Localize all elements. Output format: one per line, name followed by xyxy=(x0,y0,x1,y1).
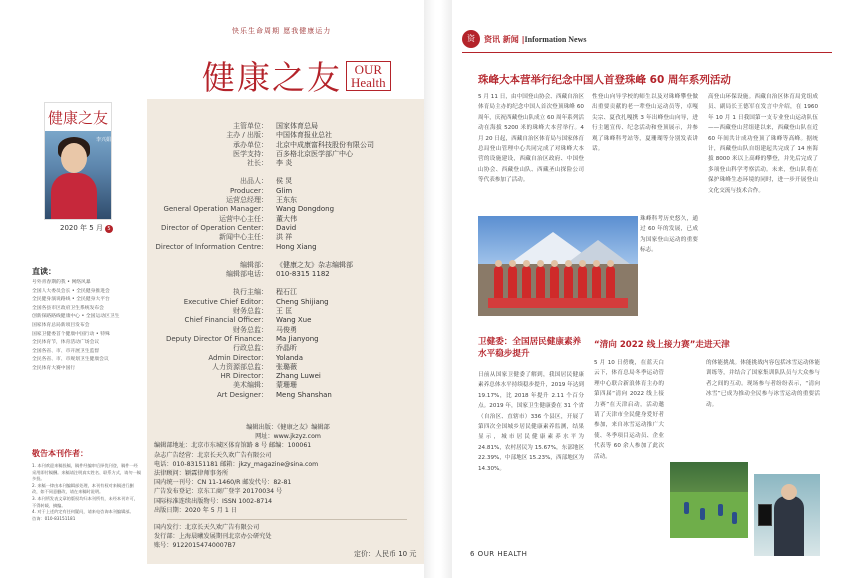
staff-row xyxy=(152,233,422,242)
section-header xyxy=(462,30,587,48)
notice-item: 1. 本刊欢迎来稿投稿，稿件经编审后择优刊登，稿件一经采用即付稿酬。来稿请注明真实姓名、联系方式，请勿一稿多投。 xyxy=(32,463,141,482)
spacer xyxy=(152,252,422,261)
staff-value: 乔晶昕 xyxy=(276,344,297,353)
photo-person xyxy=(578,266,587,300)
staff-label: Executive Chief Editor： xyxy=(183,297,268,306)
staff-value: 王 匡 xyxy=(276,307,293,316)
toc-item[interactable]: 国家体育总局新项目发布会 xyxy=(32,322,90,328)
staff-row xyxy=(152,307,422,316)
toc-item[interactable]: 全民体育大赛中国行 xyxy=(32,365,76,371)
staff-row xyxy=(152,363,422,372)
toc-item[interactable]: 全民健身演说路线 • 全民健身大平台 xyxy=(32,297,110,303)
staff-label: General Operation Manager： xyxy=(163,205,268,214)
staff-row xyxy=(152,243,422,252)
news-icon: 资 xyxy=(462,30,480,48)
staff-value: Zhang Luwei xyxy=(276,372,321,381)
staff-value: David xyxy=(276,223,297,232)
notice-item: 3. 本刊所发表文章的版权均归本刊所有，未经本刊许可，不得转载、摘编。 xyxy=(32,495,138,508)
toc-item[interactable]: 全国人大委员会长 • 全民健身推进会 xyxy=(32,288,110,294)
pub-line: 账号：91220154740007B7 xyxy=(154,542,236,550)
staff-value: Wang Xue xyxy=(276,316,312,325)
everest-group-photo[interactable] xyxy=(478,216,638,316)
staff-label: 执行主编： xyxy=(233,288,268,297)
masthead-english xyxy=(346,61,391,91)
article1-column3: 高登山环保设施。西藏自治区体育局党组成员、副局长王德军在发言中介绍，在 1960 年 10 月 1 日我国第一支专业登山运动队伍——西藏登山营组建以来，西藏登山队在近 60 年间共计成功登顶了珠峰等高峰。据统计，西藏登山队自组建起共完成了 14 座海拔 8000 米以上高峰的攀登，并先后完成了多项登山科学考察活动。未来，登山队将在保护珠峰生态环境的同时，进一步开展登山文化交流与技术合作。 xyxy=(708,94,818,194)
toc-item[interactable]: 创新探路路线健康中心 • 全国运动区卫生 xyxy=(32,314,120,320)
staff-value: 董大伟 xyxy=(276,214,297,223)
article1-headline[interactable]: 珠峰大本营举行纪念中国人首登珠峰 60 周年系列活动 xyxy=(478,74,731,86)
photo-person xyxy=(606,266,615,300)
toc-list xyxy=(32,279,144,374)
phone-icon xyxy=(758,504,772,526)
photo-runner xyxy=(732,512,737,524)
staff-value: 百多格北京医学部广中心 xyxy=(276,149,353,158)
staff-row xyxy=(152,205,422,214)
staff-row xyxy=(152,354,422,363)
staff-row xyxy=(152,335,422,344)
notice-title: 敬告本刊作者： xyxy=(32,449,88,458)
toc-title: 直读： xyxy=(32,267,56,276)
staff-row xyxy=(152,224,422,233)
pub-line: 法律顾问：颖霖律师事务所 xyxy=(154,470,229,478)
notice-item: 咨询：010-83151181 xyxy=(32,515,76,521)
staff-value: Yolanda xyxy=(276,353,304,362)
staff-label: Producer： xyxy=(229,186,268,195)
divider xyxy=(167,519,407,520)
staff-label: Chief Financial Officer： xyxy=(184,316,268,325)
staff-value: 马俊勇 xyxy=(276,325,297,334)
toc-item[interactable]: 全国各县市区政府卫生系统发布会 xyxy=(32,305,104,311)
staff-value: 中国体育报业总社 xyxy=(276,131,332,140)
staff-row xyxy=(152,344,422,353)
staff-value: 蒙珊珊 xyxy=(276,381,297,390)
field-photo[interactable] xyxy=(670,462,748,538)
staff-label: Director of Information Centre： xyxy=(155,242,268,251)
toc-item[interactable]: 全国各省、市、市开展卫生监督 xyxy=(32,348,100,354)
photo-person xyxy=(592,266,601,300)
staff-label: 社长： xyxy=(247,159,268,168)
staff-value: 洪 祥 xyxy=(276,233,293,242)
staff-label: 编辑部电话： xyxy=(226,270,268,279)
photo-person xyxy=(564,266,573,300)
notice-item: 4. 对于上述约定有任何疑问，请来电咨询本刊编辑部。 xyxy=(32,509,134,515)
staff-credits xyxy=(152,122,422,400)
masthead-tagline: 快乐生命周期 愿我健康运力 xyxy=(232,27,332,35)
staff-row xyxy=(152,150,422,159)
staff-value: Meng Shanshan xyxy=(276,390,332,399)
staff-row xyxy=(152,391,422,400)
pub-line: 出版日期：2020 年 5 月 1 日 xyxy=(154,506,237,514)
article2-headline[interactable]: 卫健委：全国居民健康素养水平稳步提升 xyxy=(478,337,582,359)
staff-label: 出品人： xyxy=(240,177,268,186)
staff-value: 《健康之友》杂志编辑部 xyxy=(276,260,353,269)
article1-column2-continued: 珠峰科考历史悠久，通过 60 年的发展，已成为国家登山运动的重要标志。 xyxy=(640,216,698,254)
staff-row xyxy=(152,316,422,325)
pub-line: 国内发行：北京长天久欢广告有限公司 xyxy=(154,524,260,531)
staff-value: 王东东 xyxy=(276,196,297,205)
website-link[interactable]: 网址：www.jkzyz.com xyxy=(255,433,321,441)
staff-value: 张璐薇 xyxy=(276,362,297,371)
pub-line: 电话：010-83151181 邮箱：jkzy_magazine@sina.com xyxy=(154,460,319,468)
photo-runner xyxy=(700,508,705,520)
photo-person xyxy=(550,266,559,300)
pub-line: 编辑部地址：北京市东城区体育馆路 8 号 邮编：100061 xyxy=(154,442,312,450)
staff-row xyxy=(152,141,422,150)
staff-value: Cheng Shijiang xyxy=(276,297,329,306)
staff-row xyxy=(152,215,422,224)
photo-runner xyxy=(718,504,723,516)
masthead-english-line2: Health xyxy=(351,74,386,90)
staff-row xyxy=(152,177,422,186)
issue-number-badge: 5 xyxy=(105,225,113,233)
staff-row xyxy=(152,326,422,335)
staff-row xyxy=(152,288,422,297)
left-page xyxy=(22,16,424,564)
livestream-photo[interactable] xyxy=(754,474,820,556)
staff-value: 程石江 xyxy=(276,288,297,297)
cover-title: 健康之友 xyxy=(45,103,111,129)
cover-face-shape xyxy=(61,143,87,173)
staff-row xyxy=(152,298,422,307)
photo-person xyxy=(494,266,503,300)
pub-line: 国内统一刊号：CN 11-1460/R 邮发代号：82-81 xyxy=(154,479,292,487)
staff-value: Ma Jianyong xyxy=(276,334,319,343)
staff-value: 侯 炅 xyxy=(276,177,293,186)
photo-banner xyxy=(488,298,628,308)
section-label-english: Information News xyxy=(524,34,587,44)
staff-label: 新闻中心主任： xyxy=(219,233,268,242)
staff-label: 财务总监： xyxy=(233,307,268,316)
toc-item[interactable]: 号外青春期的我 • 网络风暴 xyxy=(32,280,91,285)
distribution-info xyxy=(152,523,422,551)
cover-photo xyxy=(45,131,112,220)
staff-label: Director of Operation Center： xyxy=(161,223,268,232)
staff-label: HR Director： xyxy=(220,372,268,381)
right-page xyxy=(452,16,832,564)
cover-thumbnail[interactable] xyxy=(44,102,112,220)
photo-trees xyxy=(670,462,748,492)
staff-label: 医学支持： xyxy=(233,149,268,158)
pub-line: 国际标准连续出版物号：ISSN 1002-8714 xyxy=(154,497,273,505)
staff-value: 010-8315 1182 xyxy=(276,270,330,279)
pub-line: 广告发布登记：京东工商广登字 20170034 号 xyxy=(154,488,283,496)
price-label: 定价：人民币 10 元 xyxy=(354,550,417,558)
staff-label: Art Designer： xyxy=(217,390,268,399)
staff-row xyxy=(152,196,422,205)
staff-row xyxy=(152,187,422,196)
pub-line: 发行部：上海晨曦发展期刊北京办公研究处 xyxy=(154,533,272,541)
staff-value: Hong Xiang xyxy=(276,242,317,251)
notice-item: 2. 来稿一律由本刊编辑部处理，本刊有权对来稿进行删改，如不同意删改，请在来稿时说明。 xyxy=(32,482,134,495)
staff-label: 美术编辑： xyxy=(233,381,268,390)
staff-label: Admin Director： xyxy=(208,353,268,362)
staff-row xyxy=(152,159,422,168)
staff-row xyxy=(152,270,422,279)
masthead-title: 健康之友 xyxy=(202,58,342,97)
staff-label: 主管单位： xyxy=(233,122,268,130)
page-gutter xyxy=(424,0,452,578)
staff-label: 编辑部： xyxy=(240,260,268,269)
masthead-english-line1: OUR xyxy=(354,61,383,77)
staff-row xyxy=(152,381,422,390)
photo-person xyxy=(536,266,545,300)
masthead xyxy=(202,52,391,99)
article3-headline[interactable]: “清向 2022 线上接力赛”走进天津 xyxy=(594,340,730,350)
staff-value: Glim xyxy=(276,186,293,195)
staff-row xyxy=(152,122,422,131)
staff-label: 运营总经理： xyxy=(226,196,268,205)
toc-item[interactable]: 全民各省、市、市规划卫生健康会议 xyxy=(32,357,109,363)
page-footer: 6 OUR HEALTH xyxy=(470,550,528,558)
staff-label: 运营中心主任： xyxy=(219,214,268,223)
notice-list xyxy=(32,463,142,522)
article1-column2: 性登山向导学校的师生以及对珠峰攀登做出重要贡献的老一辈登山运动员等，卓嘎尖宗、夏孜扎嘎携 3 年出峰登山向导，进行主题宣传、纪念活动和登顶展示，并参观了珠峰科考站等，夏珊瑚等分别发表讲话。 xyxy=(592,94,698,153)
issue-date xyxy=(60,223,113,233)
toc-item[interactable]: 国家卫健委首个健康中国行动 • 特殊 xyxy=(32,331,110,337)
toc-item[interactable]: 全民体育节，体育活动广场会议 xyxy=(32,340,100,346)
staff-value: 国家体育总局 xyxy=(276,122,318,130)
article3-column2: 的体能挑战。体能挑战内容包括冰雪运动体能训练等，并结合了国家集训队队员与大众参与者之间的互动。现场参与者纷纷表示，“清向冰雪”已成为推动全民参与冰雪运动的重要活动。 xyxy=(706,360,820,408)
photo-person-body xyxy=(774,496,804,556)
staff-value: Wang Dongdong xyxy=(276,205,335,214)
photo-runner xyxy=(684,502,689,514)
staff-value: 李 炎 xyxy=(276,159,293,168)
pub-line: 编辑出版：《健康之友》编辑部 xyxy=(246,424,330,431)
staff-row xyxy=(152,261,422,270)
photo-person xyxy=(522,266,531,300)
staff-label: 主办 / 出版： xyxy=(226,131,268,140)
staff-label: 承办单位： xyxy=(233,140,268,149)
article1-column1: 5 月 11 日，由中国登山协会、西藏自治区体育局主办的纪念中国人首次登顶珠峰 60 周年，庆祝西藏登山队成立 60 周年系列活动在海拔 5200 米的珠峰大本营举行。4 月 20 日起，西藏自治区体育局与国家体育总局登山管理中心共同完成了对珠峰大本营的设施建设，西藏自治区政府、中国登山协会、西藏登山队、西藏圣山探险公司等代表参加了活动。 xyxy=(478,94,584,184)
photo-person xyxy=(508,266,517,300)
section-rule xyxy=(462,52,832,53)
pub-line: 杂志广告经营：北京长天久欢广告有限公司 xyxy=(154,451,272,459)
issue-date-text: 2020 年 5 月 xyxy=(60,224,103,232)
article2-body: 日前从国家卫健委了解到，我国居民健康素养总体水平持续稳步提升，2019 年达到 19.17%，比 2018 年提升 2.11 个百分点。2019 年，国家卫生健康委在 31 个省（自治区、直辖市）336 个县区，开展了第四次全国城乡居民健康素养监测，结果显示，城市居民健康素养水平为 24.81%，农村居民为 15.67%，东部地区 22.39%，中部地区 15.23%，西部地区为 14.30%。 xyxy=(478,372,584,472)
staff-label: 人力资源部总监： xyxy=(212,362,268,371)
publication-info xyxy=(152,423,422,515)
staff-value: 北京中成康富科技股份有限公司 xyxy=(276,140,374,149)
article3-column1: 5 月 10 日傍晚，在蓝天白云下，体育总局冬季运动管理中心联合新浪体育主办的第四届“清向 2022 线上接力赛”在天津启动，活动邀请了天津市全民健身爱好者参加，来自冰雪运动推广大使、冬季项目运动员、企业代表等 60 余人参加了此次活动。 xyxy=(594,360,664,460)
staff-label: 行政总监： xyxy=(233,344,268,353)
section-label: 资讯 新闻 | xyxy=(484,34,525,44)
photo-person-head xyxy=(781,484,797,500)
staff-row xyxy=(152,131,422,140)
staff-label: Deputy Director Of Finance： xyxy=(165,334,268,343)
cover-side-text: 李兴娟 xyxy=(95,137,111,143)
staff-label: 财务总监： xyxy=(233,325,268,334)
